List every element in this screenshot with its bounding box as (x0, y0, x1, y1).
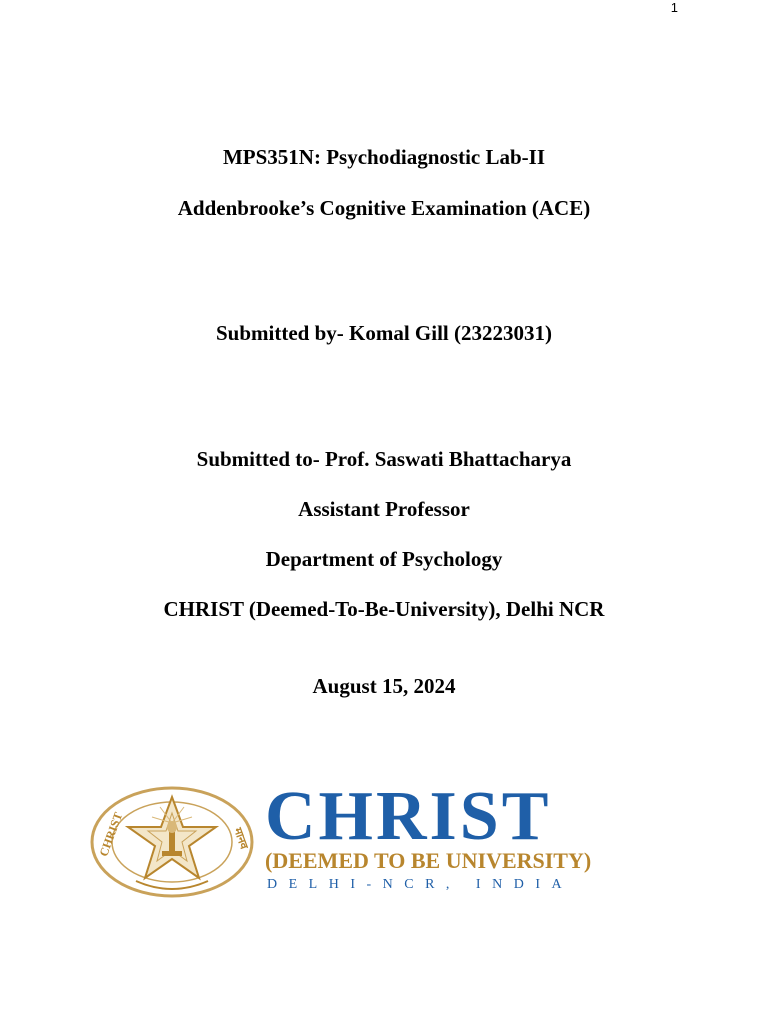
svg-text:मानव: मानव (231, 826, 250, 851)
university-subtitle: (DEEMED TO BE UNIVERSITY) (265, 848, 592, 873)
university-seal-icon (90, 785, 256, 900)
designation: Assistant Professor (298, 497, 470, 521)
submitted-by: Submitted by- Komal Gill (23223031) (215, 321, 552, 345)
course-title: MPS351N: Psychodiagnostic Lab-II (222, 145, 546, 169)
university-logo (90, 778, 680, 900)
university-name: CHRIST (265, 778, 552, 855)
submission-date: August 15, 2024 (312, 674, 456, 698)
department: Department of Psychology (265, 547, 503, 571)
document-title: Addenbrooke’s Cognitive Examination (ACE) (177, 196, 591, 220)
svg-text:CHRIST: CHRIST (96, 810, 126, 859)
institution: CHRIST (Deemed-To-Be-University), Delhi NCR (163, 597, 605, 621)
university-wordmark (265, 778, 680, 900)
university-location: DELHI-NCR, INDIA (267, 877, 574, 892)
submitted-to: Submitted to- Prof. Saswati Bhattacharya (196, 447, 572, 471)
page-number: 1 (670, 0, 678, 15)
